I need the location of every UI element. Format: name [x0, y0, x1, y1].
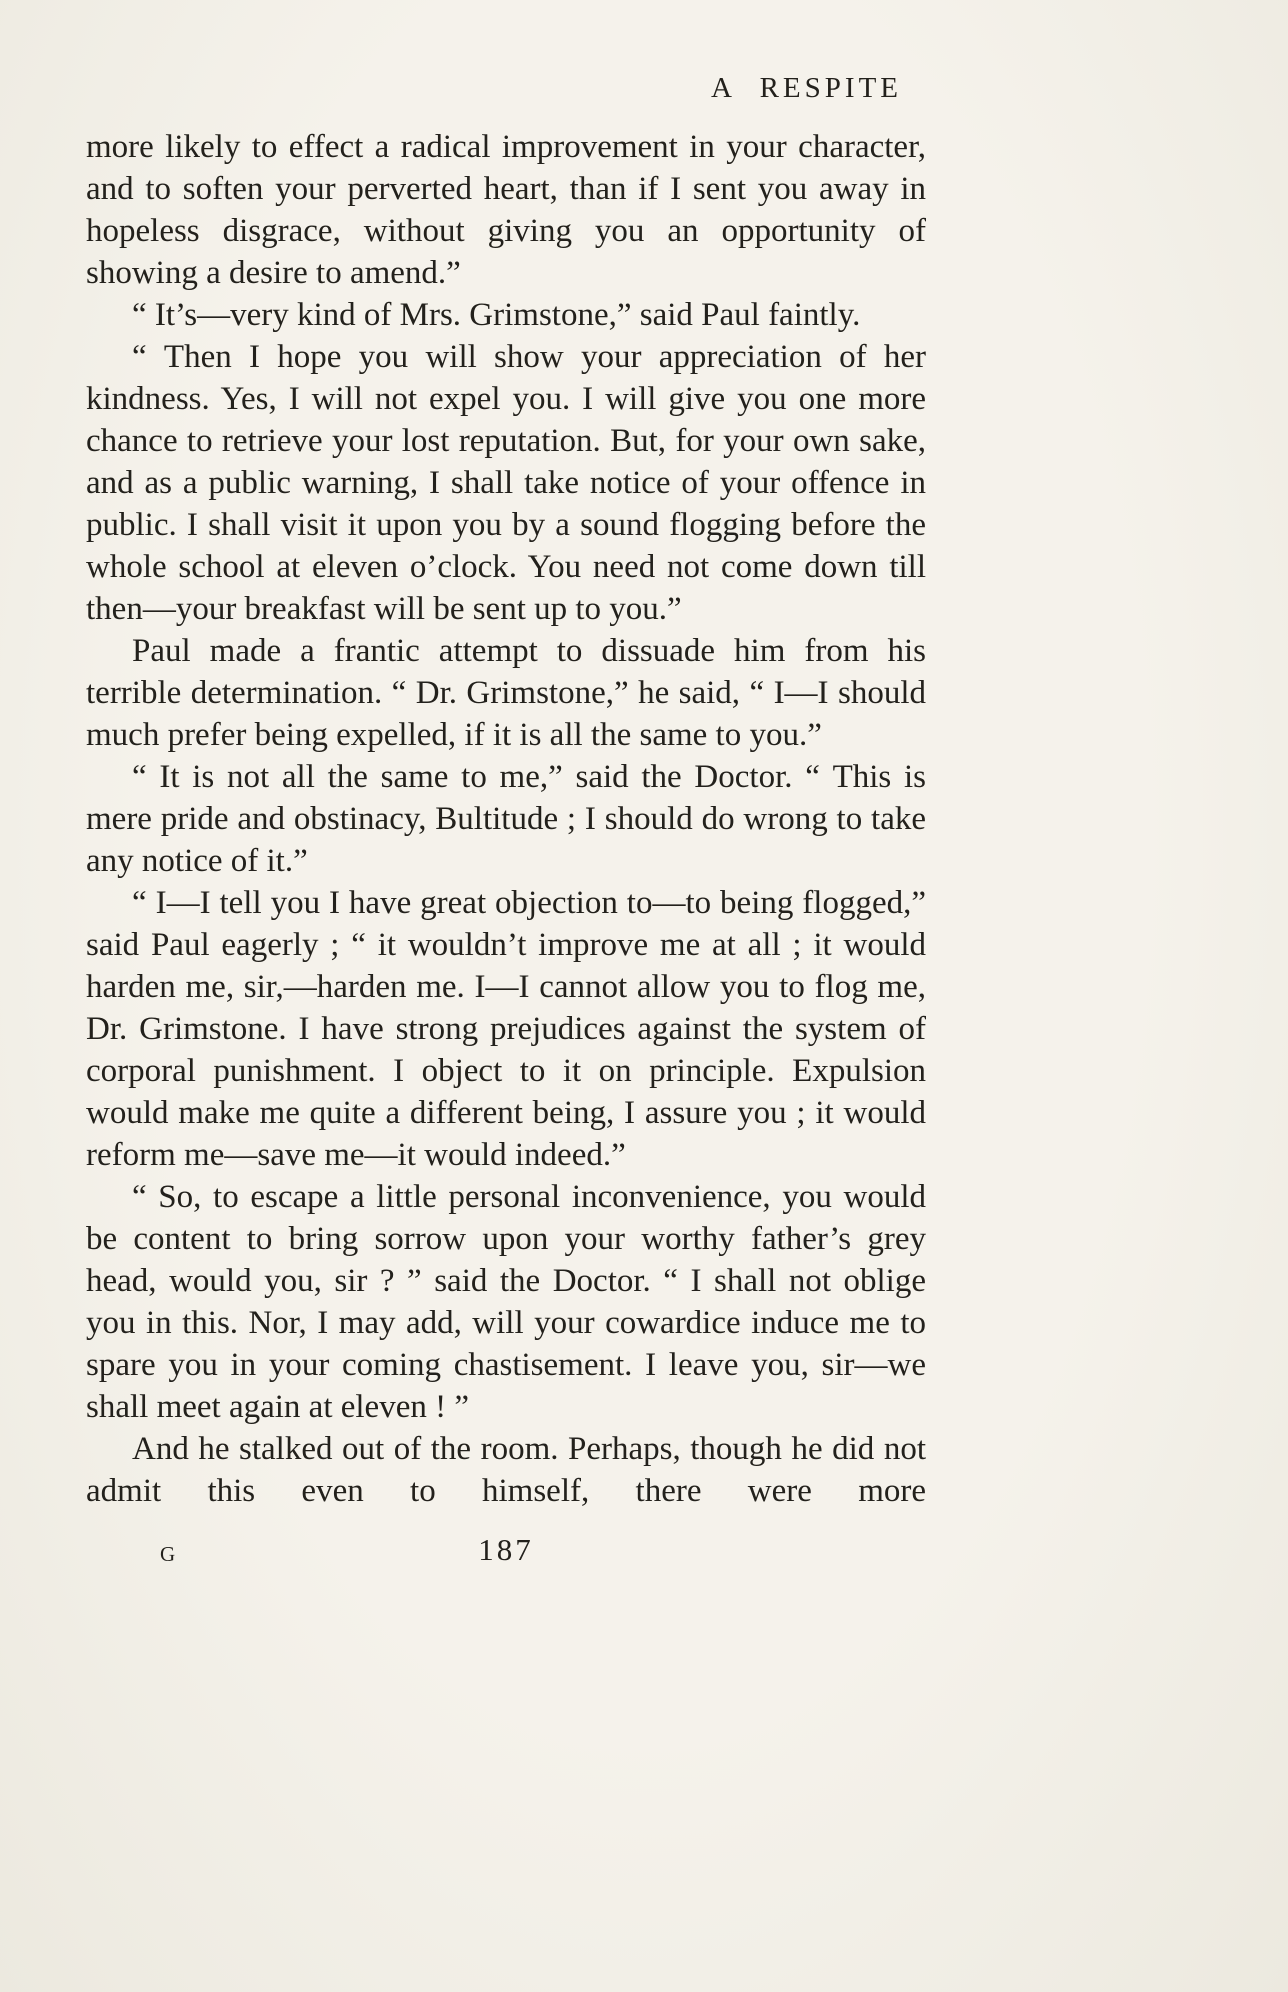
page-footer [86, 1530, 926, 1578]
page-number: 187 [478, 1532, 534, 1567]
paragraph: more likely to effect a radical improvement in your character, and to soften your perverted heart, than if I sent you away in hopeless disgrace, without giving you an opportunity of showing a desire to amend.” [86, 129, 926, 291]
paragraph: And he stalked out of the room. Perhaps, though he did not admit this even to himself, there were more [86, 1431, 926, 1509]
paragraph: “ It’s—very kind of Mrs. Grimstone,” said Paul faintly. [132, 297, 861, 333]
paragraph: “ I—I tell you I have great objection to—to being flogged,” said Paul eagerly ; “ it wouldn’t improve me at all ; it would harden me, sir,—harden me. I—I cannot allow you to flog me, Dr. Grimstone. I have strong prejudices against the system of corporal punishment. I object to it on principle. Expulsion would make me quite a different being, I assure you ; it would reform me—save me—it would indeed.” [86, 885, 926, 1173]
running-header: A RESPITE [711, 72, 902, 104]
paragraph: “ Then I hope you will show your appreciation of her kindness. Yes, I will not expel you. I will give you one more chance to retrieve your lost reputation. But, for your own sake, and as a public warning, I shall take notice of your offence in public. I shall visit it upon you by a sound flogging before the whole school at eleven o’clock. You need not come down till then—your breakfast will be sent up to you.” [86, 339, 926, 627]
paragraph: Paul made a frantic attempt to dissuade him from his terrible determination. “ Dr. Grimstone,” he said, “ I—I should much prefer being expelled, if it is all the same to you.” [86, 633, 926, 753]
text-block [86, 70, 926, 1578]
signature-mark: G [160, 1542, 177, 1566]
paragraph: “ It is not all the same to me,” said the Doctor. “ This is mere pride and obstinacy, Bultitude ; I should do wrong to take any notice of it.” [86, 759, 926, 879]
paragraph: “ So, to escape a little personal inconvenience, you would be content to bring sorrow upon your worthy father’s grey head, would you, sir ? ” said the Doctor. “ I shall not oblige you in this. Nor, I may add, will your cowardice induce me to spare you in your coming chastisement. I leave you, sir—we shall meet again at eleven ! ” [86, 1179, 926, 1425]
